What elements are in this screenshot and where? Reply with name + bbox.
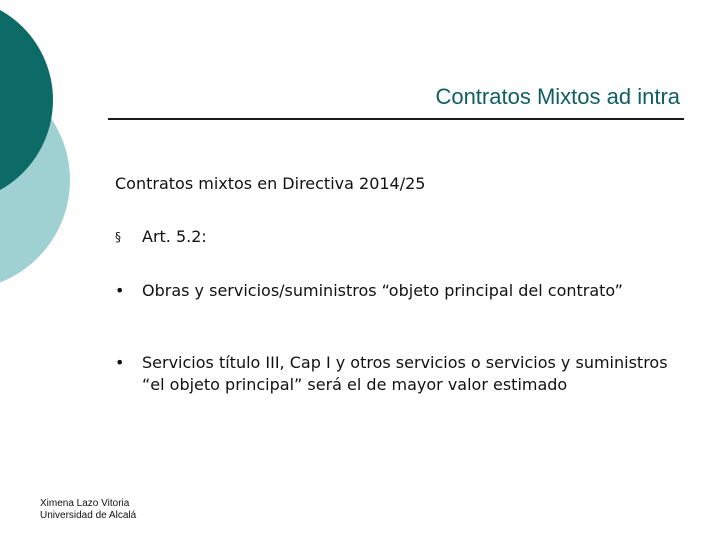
list-item-text: Obras y servicios/suministros “objeto principal del contrato” (142, 281, 623, 300)
bullet-icon: • (115, 281, 125, 300)
slide-subtitle: Contratos mixtos en Directiva 2014/25 (115, 174, 426, 193)
list-item-text: Art. 5.2: (142, 227, 207, 246)
list-item-text: Servicios título III, Cap I y otros servicios o servicios y suministros “el objeto principal” será el de mayor valor estimado (142, 353, 668, 394)
footer (40, 498, 136, 522)
footer-institution: Universidad de Alcalá (40, 510, 137, 521)
title-underline (108, 118, 684, 120)
slide-title: Contratos Mixtos ad intra (435, 84, 680, 109)
bullet-icon: • (115, 353, 125, 372)
footer-author: Ximena Lazo Vitoria (40, 498, 130, 509)
decorative-circles (0, 0, 80, 300)
square-bullet-icon: § (115, 230, 121, 244)
